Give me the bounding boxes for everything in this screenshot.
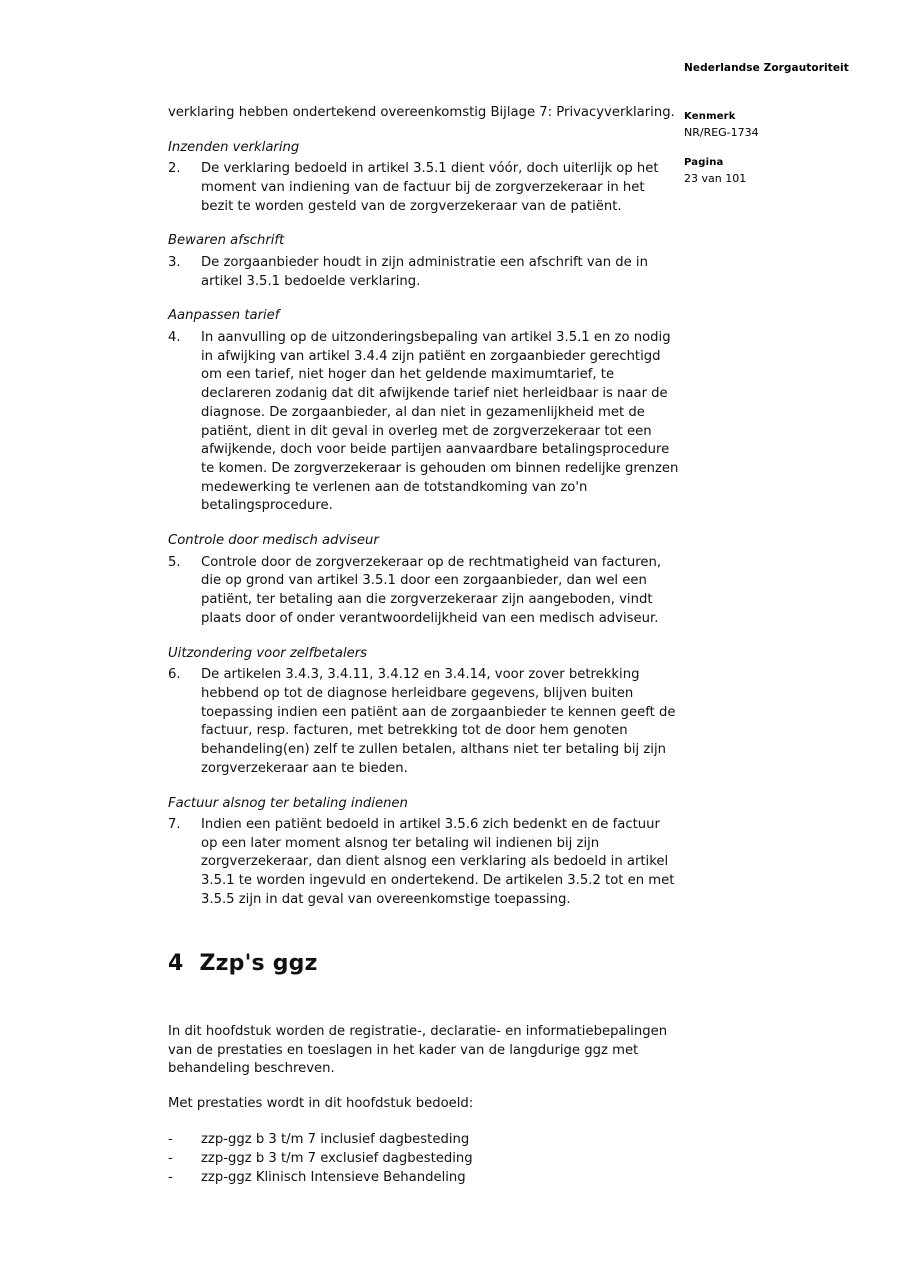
chapter-heading — [168, 948, 680, 979]
intro-paragraph-1: In dit hoofdstuk worden de registratie-, declaratie- en informatiebepalingen van de prestaties en toeslagen in het kader van de langdurige ggz met behandeling beschreven. — [168, 1023, 668, 1077]
dash-bullet-icon: - — [168, 1170, 173, 1186]
chapter-number: 4 — [168, 950, 184, 976]
chapter-intro — [168, 1023, 680, 1187]
kenmerk-label: Kenmerk — [684, 111, 736, 122]
item-text: Controle door de zorgverzekeraar op de rechtmatigheid van facturen, die op grond van artikel 3.5.1 door een zorgaanbieder, dan wel een patiënt, ter betaling aan die zorgverzekeraar zijn aangeboden, vindt plaats door of onder verantwoordelijkheid van een medisch adviseur. — [201, 554, 662, 626]
numbered-item — [168, 160, 680, 216]
kenmerk-value: NR/REG-1734 — [684, 125, 759, 139]
document-body — [168, 104, 680, 1187]
dash-bullet-icon: - — [168, 1150, 173, 1166]
chapter-title-text: Zzp's ggz — [199, 950, 318, 976]
list-item-label: zzp-ggz b 3 t/m 7 exclusief dagbesteding — [201, 1150, 473, 1166]
item-number: 6. — [168, 667, 181, 683]
list-item — [168, 1168, 680, 1187]
list-item — [168, 1149, 680, 1168]
prestaties-list — [168, 1130, 680, 1187]
intro-paragraph-2: Met prestaties wordt in dit hoofdstuk bedoeld: — [168, 1096, 474, 1112]
section-subheading: Uitzondering voor zelfbetalers — [168, 645, 368, 661]
numbered-item — [168, 329, 680, 516]
item-text: De verklaring bedoeld in artikel 3.5.1 dient vóór, doch uiterlijk op het moment van indiening van de factuur bij de zorgverzekeraar in het bezit te worden gesteld van de zorgverzekeraar van de patiënt. — [201, 161, 659, 214]
item-text: De artikelen 3.4.3, 3.4.11, 3.4.12 en 3.4.14, voor zover betrekking hebbend op tot de diagnose herleidbare gegevens, blijven buiten toepassing indien een patiënt aan de zorgaanbieder te kennen geeft de factuur, resp. facturen, met betrekking tot de door hem genoten behandeling(en) zelf te zullen betalen, althans niet ter betaling bij zijn zorgverzekeraar aan te bieden. — [201, 667, 676, 776]
numbered-item — [168, 816, 680, 910]
document-metadata — [684, 110, 874, 187]
top-paragraph: verklaring hebben ondertekend overeenkomstig Bijlage 7: Privacyverklaring. — [168, 105, 675, 120]
item-number: 4. — [168, 329, 181, 345]
pagina-label: Pagina — [684, 157, 724, 169]
item-number: 3. — [168, 254, 181, 270]
section-subheading: Controle door medisch adviseur — [168, 533, 379, 549]
numbered-item — [168, 666, 680, 778]
pagina-value: 23 van 101 — [684, 171, 747, 185]
item-text: Indien een patiënt bedoeld in artikel 3.5.6 zich bedenkt en de factuur op een later moment alsnog ter betaling wil indienen bij zijn zorgverzekeraar, dan dient alsnog een verklaring als bedoeld in artikel 3.5.1 te worden ingevuld en ondertekend. De artikelen 3.5.2 tot en met 3.5.5 zijn in dat geval van overeenkomstige toepassing. — [201, 817, 675, 907]
dash-bullet-icon: - — [168, 1131, 173, 1147]
item-number: 5. — [168, 554, 181, 570]
item-text: In aanvulling op de uitzonderingsbepaling van artikel 3.5.1 en zo nodig in afwijking van artikel 3.4.4 zijn patiënt en zorgaanbieder gerechtigd om een tarief, niet hoger dan het geldende maximumtarief, te declareren zodanig dat dit afwijkende tarief niet herleidbaar is naar de diagnose. De zorgaanbieder, al dan niet in gezamenlijkheid met de patiënt, dient in dit geval in overleg met de zorgverzekeraar tot een afwijkende, doch voor beide partijen aanvaardbare betalingsprocedure te komen. De zorgverzekeraar is gehouden om binnen redelijke grenzen medewerking te verlenen aan de totstandkoming van zo'n betalingsprocedure. — [201, 329, 679, 514]
section-subheading: Inzenden verklaring — [168, 139, 300, 155]
item-number: 7. — [168, 817, 181, 832]
list-item-label: zzp-ggz Klinisch Intensieve Behandeling — [201, 1170, 466, 1186]
numbered-item — [168, 554, 680, 629]
item-number: 2. — [168, 161, 181, 177]
section-subheading: Bewaren afschrift — [168, 233, 285, 249]
organization-name: Nederlandse Zorgautoriteit — [684, 62, 849, 74]
list-item — [168, 1130, 680, 1149]
item-text: De zorgaanbieder houdt in zijn administratie een afschrift van de in artikel 3.5.1 bedoelde verklaring. — [201, 254, 648, 289]
list-item-label: zzp-ggz b 3 t/m 7 inclusief dagbesteding — [201, 1131, 470, 1147]
section-subheading: Factuur alsnog ter betaling indienen — [168, 795, 408, 811]
section-subheading: Aanpassen tarief — [168, 308, 280, 324]
numbered-item — [168, 254, 680, 291]
